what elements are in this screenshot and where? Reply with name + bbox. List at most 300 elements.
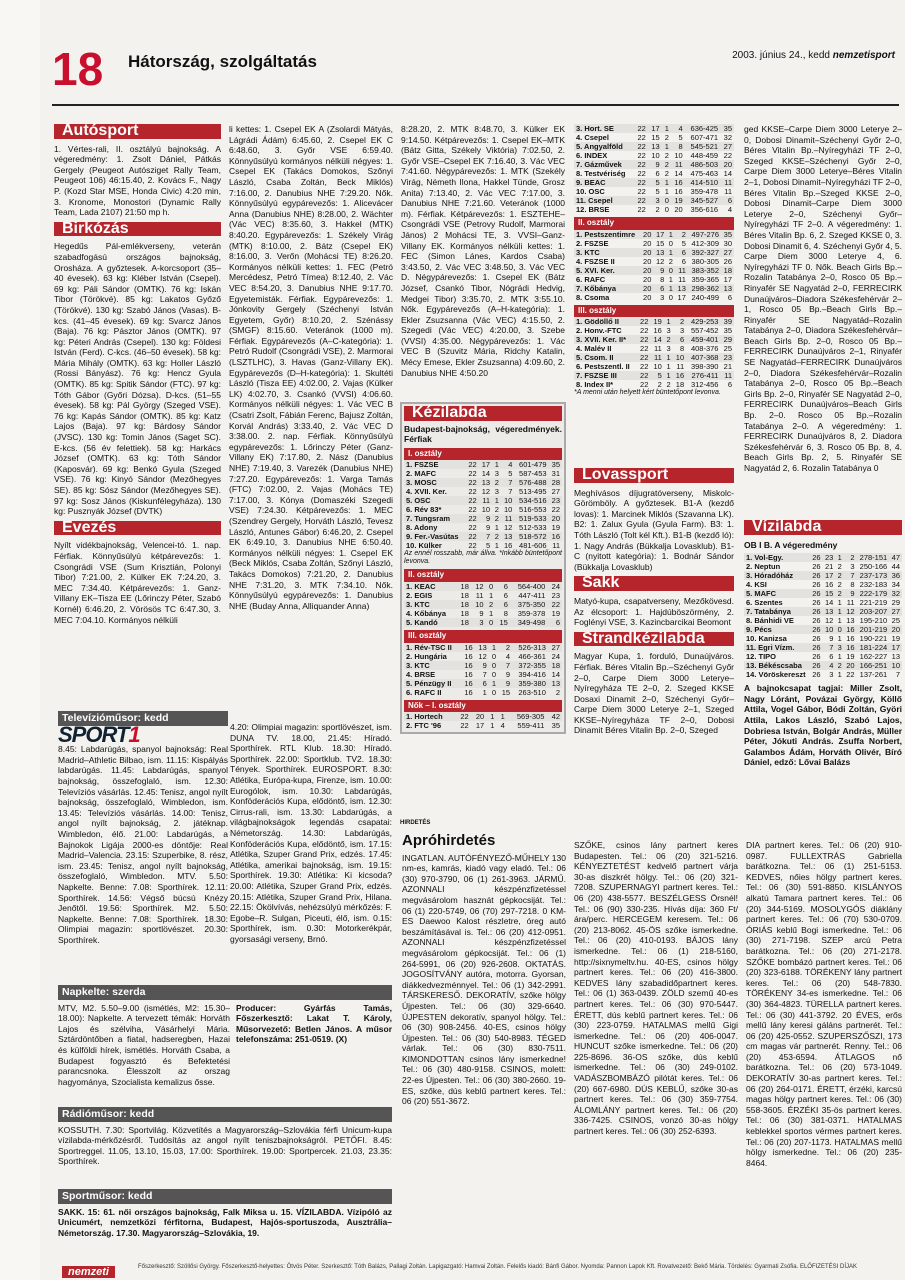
stat-cell: 2 [837,580,842,590]
stat-cell: 13 [548,679,562,688]
stat-cell: 190-221 [859,634,888,644]
stat-cell: 13 [891,652,900,662]
stat-cell: 20 [720,160,734,169]
stat-cell: 1 [492,496,501,505]
stat-cell: 408-376 [690,344,719,354]
stat-cell: 2 [664,151,669,160]
stat-cell: 22 [640,362,649,372]
stat-cell: 12 [478,651,487,661]
team-name-cell: 5. OSC [404,496,465,505]
standings-table [404,712,562,730]
stat-cell: 35 [720,124,734,133]
stat-cell: 1 [496,712,506,721]
table-row [404,541,562,550]
evezes-heading: Evezés [54,521,221,536]
stat-cell: 29 [891,598,900,608]
stat-cell: 1 [494,541,499,551]
stat-cell: 1 [666,362,671,372]
stat-cell: 2 [492,478,501,487]
team-name-cell: 7. Tatabánya [744,607,810,616]
stat-cell: 564-400 [510,582,547,591]
stat-cell: 18 [460,590,469,600]
vizilabda-scorers: A bajnokcsapat tagjai: Miller Zsolt, Nagy Lóránt, Povázai György, Köllő Attila, Vogel Gábor, Bódi Zoltán, Györi Attila, Lakos László, Szabó Lajos, Dobriesa István, Bolgár András, Müller Péter, Jókuti András. Zsuffa Norbert, Galambos Ádám, Horváth Olivér, Bíró Dániel, edző: Lővai Balázs [744,683,902,768]
table-row [574,196,734,205]
stat-cell: 16 [844,643,857,652]
table-row [404,679,562,688]
stat-cell: 22 [846,670,855,680]
table-row [404,514,562,523]
stat-cell: 2 [486,600,496,609]
stat-cell: 2 [835,661,843,670]
stat-cell: 22 [637,317,650,326]
stat-cell: 2 [844,553,857,562]
standings-table [574,230,734,302]
table-row [574,187,734,196]
stat-cell: 32 [889,589,902,598]
stat-cell: 22 [465,532,478,541]
stat-cell: 12 [481,487,491,497]
stat-cell: 22 [634,124,648,133]
stat-cell: 276-411 [686,371,720,380]
table-group-heading: Nők – I. osztály [404,700,562,713]
stat-cell: 0 [486,618,496,627]
apro-col-1 [402,834,566,1262]
table-row [404,661,562,670]
stat-cell: 11 [501,514,514,523]
stat-cell: 16 [504,541,513,551]
napkelte-text: MTV, M2. 5.50–9.00 (ismétlés, M2: 15.30–18.00): Napkelte. A tervezett témák: Horváth Lajos és szélviha, Vásárhelyi Mária. Sztárdöntőben a fiatal, hadseregben, Hazai és külföldi hírek, ismétlés. Horváth Csaba, a Budapest fogyasztó és Befektetési parancsnoka. Élesszolt az orszag hagyománya, Szocialista kemalizus ősse. [58,1002,230,1087]
footer-imprint [60,1264,899,1278]
table-row [404,643,562,652]
stat-cell: 14 [723,169,732,178]
stat-cell: 15 [501,687,511,697]
table-row [404,487,562,496]
stat-cell: 13 [653,248,666,257]
table-row [404,478,562,487]
stat-cell: 22 [637,133,646,142]
napkelte-heading: Napkelte: szerda [58,985,392,1000]
team-name-cell: 5. Csom. II [574,353,637,362]
stat-cell: 19 [650,317,663,326]
stat-cell: 1 [837,634,842,644]
kezilabda-section [400,402,566,812]
table-row [574,275,734,284]
stat-cell: 6 [475,679,489,688]
stat-cell: 0 [666,266,675,275]
vizilabda-intro: OB I B. A végeredmény [744,539,838,550]
team-name-cell: 1. Gödöllő II [574,317,637,326]
table-row [404,618,562,627]
stat-cell: 12 [656,256,665,266]
stat-cell: 22 [637,335,650,344]
stat-cell: 414-510 [685,178,720,187]
stat-cell: 14 [650,335,663,344]
team-name-cell: 6. INDEX [576,151,608,160]
team-name-cell: 5. Pénzügy II [404,679,461,688]
table-row [574,326,734,335]
table-row [744,580,902,589]
stat-cell: 20 [643,292,652,302]
stat-cell: 398-390 [690,362,719,372]
stat-cell: 27 [548,643,562,652]
stat-cell: 545-521 [685,142,720,151]
stat-cell: 1 [835,553,843,562]
table-row [574,160,734,169]
tv-left-text: 8.45: Labdarúgás, spanyol bajnokság: Real Madrid–Athletic Bilbao, ism. 11.15: Kispályás labdarúgás. 11.45: Labdarúgás, spanyol bajnokság, összefoglaló, ism. 12.30: Televíziós vásárlás. 12.45: Tenisz, angol nyílt bajnokság, összefoglaló, Wimbledon, ism. 13.45: Televíziós vásárlás. 14.00: Tenisz, angol nyílt bajnokság, 2. játéknap. Wimbledon, élő. 21.00: Labdarúgás, a Bajnokok Ligája 2000-es döntője: Real Madrid–Valencia. 23.15: Szuperbike, 8. rész, ism. 23.45: Tenisz, angol nyílt bajnokság, összefoglaló, Wimbledon. MTV. 5.50: Napkelte. Benne: 7.08: Sporthírek. 12.11: Sporthírek. 14.56: Végső búcsú Knézy Jenőtől. 19.56: Sporthírek. M2. 5.50: Napkelte. Benne: 7.08: Sporthírek. 18.30: Olimpiai magazin: sportlövészet. 20.30: Sporthírek. [58,744,228,945]
stat-cell: 0 [491,669,497,679]
team-name-cell: 8. Csoma [576,292,610,302]
table-row [744,607,902,616]
stat-cell: 13 [479,478,492,487]
stat-cell: 1 [489,608,494,618]
stat-cell: 2 [662,160,671,169]
radio-section [58,1104,392,1184]
autosport-text: 1. Vértes-rali, II. osztályú bajnokság. A végeredmény: 1. Zsolt Dániel, Pátkás Gergely (Peugeot Autósziget Rally Team, Peugeot 106) 46:15.40, 2. Kovács F., Nagy P. (Kozd Star MSE, Honda Civic) 4:20 min, 3. Kronome, Monostori (Dynamic Rally Team, Lada 2107) 21:50 mp h. [54,143,221,218]
team-name-cell: 1. Hortech [404,712,455,721]
table-row [744,643,902,652]
stat-cell: 2 [837,562,842,572]
autosport-heading: Autósport [54,124,221,139]
table-row [404,591,562,600]
stat-cell: 17 [823,571,836,580]
stat-cell: 14 [481,469,491,479]
stat-cell: 26 [810,625,823,634]
table-row [404,469,562,478]
stat-cell: 5 [650,371,663,380]
column-4-lower [574,464,734,809]
stat-cell: 0 [491,651,497,661]
team-name-cell: 8. Index II* [576,380,614,390]
table-row [574,371,734,380]
stat-cell: 35 [549,460,562,469]
team-name-cell: 4. BRSE [406,669,436,679]
stat-cell: 22 [468,523,477,533]
stat-cell: 16 [653,326,662,336]
stat-cell: 17 [723,274,732,284]
apro-col-2 [574,840,738,1262]
stat-cell: 25 [891,616,900,626]
stat-cell: 11 [671,160,685,169]
stat-cell: 22 [637,151,646,160]
stat-cell: 20 [889,625,902,634]
stat-cell: 222-179 [857,589,890,598]
stat-cell: 6 [495,600,510,609]
stat-cell: 7 [479,532,492,541]
stat-cell: 9 [653,266,666,275]
stat-cell: 22 [640,380,649,390]
section-title: Hátország, szolgáltatás [128,52,317,71]
stat-cell: 17 [475,721,485,731]
stat-cell: 10 [889,661,902,670]
stat-cell: 16 [461,643,475,652]
stat-cell: 4 [823,661,836,670]
stat-cell: 27 [889,607,902,616]
team-name-cell: 8. Adony [406,523,438,533]
team-name-cell: 9. BEAC [574,178,634,187]
stat-cell: 2 [655,205,660,214]
stat-cell: 7 [895,670,900,680]
table-row [744,670,902,679]
stat-cell: 203-207 [857,607,890,616]
sport1-logo-number: 1 [128,721,140,747]
team-name-cell: 2. FSZSE [576,238,609,248]
team-name-cell: 12. TIPO [746,652,777,662]
stat-cell: 16 [464,669,473,679]
stat-cell: 22 [468,505,477,515]
team-name-cell: 4. Kőbánya [406,608,447,618]
stat-cell: 42 [546,712,562,721]
team-name-cell: 5. MAFC [744,589,810,598]
team-name-cell: 10. Kanizsa [746,634,787,644]
stat-cell: 13 [501,532,514,541]
stat-cell: 10 [653,362,662,372]
stat-cell: 6 [720,196,734,205]
stat-cell: 11 [678,274,686,284]
stat-cell: 448-459 [690,151,719,160]
stat-cell: 35 [551,721,560,731]
stat-cell: 23 [823,553,836,562]
sportmusor-section [58,1186,392,1262]
stat-cell: 26 [810,661,823,670]
table-row [404,652,562,661]
stat-cell: 7 [482,669,487,679]
table-row [574,151,734,160]
ad-label: HIRDETÉS [400,820,431,826]
stat-cell: 429-253 [686,317,720,326]
table-row [574,239,734,248]
stat-cell: 16 [461,661,475,670]
birkozas-heading: Birkózás [54,222,221,237]
stat-cell: 12 [844,607,857,616]
team-name-cell: 1. Pestszentimre [574,230,640,239]
stat-cell: 26 [812,634,821,644]
table-row [744,553,902,562]
table-row [404,505,562,514]
stat-cell: 569-305 [507,712,547,721]
stat-cell: 0 [486,582,496,591]
stat-cell: 6 [495,582,510,591]
stat-cell: 11 [675,266,688,275]
stat-cell: 19 [891,634,900,644]
table-row [574,353,734,362]
stat-cell: 11 [846,598,855,608]
column-5 [744,124,902,516]
evezes-results-text: 8:28.20, 2. MTK 8:48.70, 3. Külker EK 9:14.50. Kétpárevezős: 1. Csepel EK–MTK (Bátz Gitta, Székely Viktória) 7:02.50, 2. Győr VSE–Csepel EK 7:16.40, 3. Vác VEC 7:41.60. Négypárevezős: 1. MTK (Szekély Virág, Németh Ilona, Hakkel Tünde, Grosz Anita) 7:13.40, 2. Vác VEC 7:17.00, 3. Danubius NHE 7:21.60. Veteránok (1000 m). Férfiak. Kétpárevezős: 1. ESZTEHE–Csongrádi VSE (Petrovy Rudolf, Marmorai János) 2 Mohácsi TE, 3. VVSI–Ganz-Villany EK. Kormányos nélküli kettes: 1. FEC (Simon Lánes, Kardos Csaba) 3:43.50, 2. Vác VEC 3:48.50, 3. Vác VEC D. Négypárevezős: 1. Csepel EK (Bátz József, Csankó Tibor, Nógrádi Hedvig, Medgei Tibor) 3:35.70, 2. MTK 3:55.10. Nők. Egypárevezős (A–H-kategória): 1. Ekler Zsuzsanna (Vác VEC) 4:15.50, 2. Szegedi (Vác VEC) 4:20.00, 3. Szebe (VVSI) 4:35.00. Négypárevezős: 1. Vác VEC B (Szuvitz Mária, Ridchy Katalin, Mécy Emese, Ekler Zsuzsanna) 4:09.60, 2. Danubius NHE 4:50.20 [401,124,565,378]
stat-cell: 5 [681,238,686,248]
team-name-cell: 3. MOSC [404,478,465,487]
stat-cell: 2 [494,505,499,515]
stat-cell: 312-456 [690,380,719,390]
team-name-cell: 4. FSZSE II [576,256,615,266]
table-row [744,562,902,571]
stat-cell: 380-305 [691,256,720,266]
stat-cell: 2 [664,169,669,178]
team-name-cell: 1. Vol-Egy. [744,553,810,562]
apro-col2-text: SZŐKE, csinos lány partnert keres Budapesten. Tel.: 06 (20) 321-5216. KÉNYEZTETÉST kedvelő partnert várja 30-as diszkrét hölgy. Tel.: 06 (20) 321-7208. SZUPERNAGYI partnert keres. Tel.: 06 (20) 438-5577. BESZÉLGESS Örsnél! Tel.: 06 (90) 330-235. Hívás díja: 360 Ft/ára/perc. HERCEGEM keresem. Tel.: 06 (20) 213-8062. 45-ÖS szőke ismerkedne. Tel.: 06 (20) 410-0193. BÁJOS lány ismerkedne. Tel.: 06 (1) 218-5160, http://sixnymeltv.hu. 40-ES, csinos hölgy partnert keres. Tel.: 06 (20) 416-3800. KEDVES lány szabadidőpartnert keres. Tel.: 06 (1) 363-0439. ZÖLD szemű 40-es partnert keres. Tel.: 06 (30) 970-5447. ÉRETT, dús keblű partnert keres. Tel.: 06 (30) 223-0759. HATALMAS mellű Gigi ismerkedne. Tel.: 06 (20) 406-0047. HUNCUT szőke ismerkedne. Tel.: 06 (20) 225-8696. 36-OS szőke, dús keblű ismerkedne. Tel.: 06 (30) 249-0102. VADÁSZBOMBÁZÓ pilótát keres. Tel.: 06 (20) 667-6980. DÚS KEBLŰ, szőke 30-as partnert keres. Tel.: 06 (30) 359-7754. ÁLOMLÁNY partnert keres. Tel.: 06 (20) 336-7425. CSINOS, vonzó 30-as hölgy partnert keres. Tel.: 06 (30) 252-6393. [574,840,738,1137]
stat-cell: 22 [468,487,477,497]
stat-cell: 22 [465,514,478,523]
standings-table [404,460,562,550]
table-row [404,670,562,679]
stat-cell: 1 [664,317,673,326]
team-name-cell: 5. Kandó [404,618,456,627]
issue-date [732,50,895,61]
lovassport-heading: Lovassport [574,468,734,483]
stat-cell: 1 [664,187,669,196]
stat-cell: 19 [551,523,560,533]
stat-cell: 15 [495,618,510,627]
stat-cell: 15 [823,589,836,598]
stat-cell: 1 [666,248,675,257]
stat-cell: 372-355 [512,661,548,670]
stat-cell: 3 [648,196,662,205]
tv-heading: Televízióműsor: kedd [58,711,228,726]
apro-col-3 [746,840,902,1262]
stat-cell: 22 [634,196,648,205]
stat-cell: 20 [640,266,653,275]
stat-cell: 8 [679,344,685,354]
stat-cell: 486-503 [685,160,720,169]
stat-cell: 10 [504,505,513,515]
table-row [404,460,562,469]
header-rule [52,104,899,106]
napkelte-section [58,982,392,1102]
stat-cell: 7 [508,487,513,497]
stat-cell: 1 [666,284,675,293]
table-row [574,178,734,187]
stat-cell: 24 [547,582,562,591]
team-name-cell: 12. BRSE [576,205,610,214]
stat-cell: 6 [503,590,508,600]
stat-cell: 5 [655,187,660,196]
stat-cell: 14 [551,669,560,679]
team-name-cell: 7. FSZSE III [574,371,637,380]
stat-cell: 12 [504,523,513,533]
stat-cell: 4 [671,124,685,133]
stat-cell: 7 [823,643,836,652]
stat-cell: 10 [674,151,683,160]
table-group-heading: III. osztály [404,630,562,643]
radio-text: KOSSUTH. 7.30: Sportvilág. Közvetítés a Magyarország–Szlovákia férfi Unicum-kupa vízilabda-mérkőzésről. Tudósítás az angol nyílt teniszbajnokságról. PETŐFI. 8.45: Sportreggel. 11.05, 13.10, 15.03, 17.00: Sporthírek. 19.00: Sportpercek. 21.03, 23.35: Sporthírek. [58,1124,392,1167]
stat-cell: 26 [723,256,732,266]
standings-table [574,317,734,389]
stat-cell: 1 [489,590,494,600]
stat-cell: 3 [666,344,671,354]
evezes-continued-text: li kettes: 1. Csepel EK A (Zsolardi Mátyás, Lágrádi Ádám) 6:45.60, 2. Csepel EK C 6:48.60, 3. Győr VSE 6:59.40. Könnyűsúlyú kormányos nélküli négyes: 1. Csepel EK (Takács Domokos, Szőnyi László, Csaba Zoltán, Beck Miklós) 7:16.00, 2. Danubius NHE 7:29.20. Nők. Könnyűsúlyú egypárevezős: 1. Alicevácer Anna (Danubius NHE) 8:28.00, 2. Wächter (Vác VEC) 8:35.60, 3. Hakkel (MTK) 8:40.20. Egypárevezős: 1. Székely Virág (MTK) 8:10.00, 2. Bátz (Csepel EK) 8:16.00, 3. Verőn (Mohácsi TE) 8:26.20. Kormányos nélküli kettes: 1. FEC (Petró Mercédesz, Petró Tímea) 8:12.40, 2. Vác VEC 8:54.20, 3. Danubius NHE 9:17.70. Egyetemisták. Férfiak. Egypárevezős: 1. Jónkovity Gergely (Széchenyi István Egyetem, Győr) 8:10.20, 2. Szénássy (SMGF) 8:15.60. Veteránok (1000 m). Férfiak. Egypárevezős (A–C-kategória): 1. Petró Rudolf (Csongrádi VSE), 2. Marmorai (LSZTLHC), 3. Havas (Ganz-Villany EK). Egypárevezős (D–H-kategória): 1. Skultéti László (Tisza EE) 4:02.00, 2. Vajas (Külker LK) 4:02.70, 3. Csankó (VVSI) 4:06.60. Kormányos nélküli négyes: 1. Vác VEC B (Csatri Zsolt, Fábián Ferenc, Bajusz Zoltán, Korvál András) 3:33.40, 2. Vác VEC D 3:38.00. 2. nap. Férfiak. Könnyűsúlyú egypárevezős: 1. Lőrinczy Péter (Ganz-Villany EK) 7:17.80, 2. Nász (Danubius NHE) 7:19.40, 3. Varezék (Danubius NHE) 7:27.20. Egypárevezős: 1. Varga Tamás (FTC) 7:02.00, 2. Vajas (Mohács TE) 7:17.00, 3. Kónya (Domaszéki Szegedi VSE) 7:24.30. Kétpárevezős: 1. MEC (Szendrey Gergely, Horváth László, Tevesz László, Antunes Gábor) 6:46.20, 2. Csepel EK 6:49.10, 3. Danubius NHE 6:50.40. Kormányos nélküli négyes: 1. Csepel EK (Beck Miklós, Csaba Zoltán, Szőnyi László, Takács Domokos) 7:21.20, 2. Danubius NHE 7:31.20, 3. MTK 7:34.10. Nők. Könnyűsúlyú egypárevezős: 1. Danubius NHE (Buday Anna, Alliquander Anna) [229,124,393,611]
stat-cell: 44 [891,562,900,572]
stat-cell: 14 [674,169,683,178]
stat-cell: 22 [465,460,478,469]
stat-cell: 18 [721,266,734,275]
vizilabda-table [744,553,902,679]
table-row [404,523,562,532]
stat-cell: 1 [490,721,495,731]
stat-cell: 28 [549,478,562,487]
stat-cell: 392-327 [688,248,721,257]
stat-cell: 22 [637,187,646,196]
stat-cell: 23 [549,496,562,505]
stat-cell: 11 [654,344,662,354]
stat-cell: 23 [720,353,734,362]
stat-cell: 526-313 [512,643,548,652]
stat-cell: 9 [475,661,489,670]
stat-cell: 1 [666,230,675,239]
column-1 [54,120,221,705]
stat-cell: 21 [825,562,834,572]
footer-logo: nemzeti [62,1266,115,1278]
napkelte-body [58,1003,392,1091]
stat-cell: 18 [548,661,562,670]
stat-cell: 513-495 [519,487,547,497]
team-name-cell: 2. Hungária [406,651,447,661]
stat-cell: 1 [837,616,842,626]
tv-right-text: 4.20: Olimpiai magazin: sportlövészet, ism. DUNA TV. 18.00, 21.45: Híradó. Sporthírek. RTL Klub. 18.30: Híradó. Sporthírek. 22.00: Sportklub. TV2. 18.30: Tények. Sporthírek. EUROSPORT. 8.30: Atlétika, Európa-kupa, Firenze, ism. 10.00: Eurogólok, ism. 10.30: Labdarúgás, Konföderációs Kupa, elődöntő, ism. 12.30: Cirrus-rali, ism. 13.30: Labdarúgás, a világbajnokságok legendás csapatai: Németország. 14.30: Labdarúgás, Konföderációs Kupa, elődöntő, ism. 17.15: Atlétika, Szuper Grand Prix, edzés. 17.45: Atlétika, amerikai bajnokság, ism. 19.15: Sporthírek. 19.30: Atlétika: Ki kicsoda? 20.00: Atlétika, Szuper Grand Prix, edzés. 20.15: Atlétika, Szuper Grand Prix, Hilana. 22.15: Ökölvívás, nehézsúlyú mérkőzés: F. Egobe–R. Sulgan, Piceuti, élő, ism. 0.15: Sporthírek, ism. 0.30: Motorkerékpár, gyorsasági verseny, Brnó. [230,722,392,944]
table-row [404,582,562,591]
stat-cell: 497-276 [688,230,721,239]
sportmusor-heading: Sportműsor: kedd [58,1189,392,1204]
stat-cell: 137-261 [859,670,888,680]
stat-cell: 16 [464,687,473,697]
team-name-cell: 1. Rév-TSC II [404,643,461,652]
stat-cell: 31 [551,469,560,479]
stat-cell: 349-498 [510,618,547,627]
stat-cell: 375-350 [510,600,547,609]
stat-cell: 162-227 [859,652,888,662]
table-row [744,634,902,643]
stat-cell: 2 [668,256,673,266]
team-name-cell: 7. Kőbánya [574,284,640,293]
stat-cell: 636-425 [685,124,720,133]
stat-cell: 27 [721,248,734,257]
stat-cell: 166-251 [857,661,890,670]
team-name-cell: 2. EGIS [406,590,433,600]
stat-cell: 9 [485,523,491,533]
stat-cell: 17 [648,124,662,133]
stat-cell: 20 [643,238,652,248]
stat-cell: 35 [721,230,734,239]
team-name-cell: 1. FSZSE [404,460,465,469]
team-name-cell: 6. Pestszentl. II [576,362,630,372]
kezilabda-right-column [574,124,734,460]
table-row [574,380,734,389]
stat-cell: 8 [671,142,685,151]
table-row [574,317,734,326]
standings-table [404,582,562,627]
stat-cell: 25 [723,344,732,354]
stat-cell: 22 [455,712,471,721]
stat-cell: 9 [844,589,857,598]
strand-heading: Strandkézilabda [574,632,734,647]
team-name-cell: 14. Vöröskereszt [746,670,806,680]
stat-cell: 13 [846,616,855,626]
stat-cell: 345-527 [685,196,720,205]
kezilabda-box [400,402,566,734]
table-row [744,661,902,670]
strand-continued-text: ged KKSE–Carpe Diem 3000 Leterye 2–0, Dobosi Dinamit–Széchenyi Győr 2–0, Béres Vitalin Bp.–Nyíregyházi TF 2–0, Szeged KKSE–Széchenyi Győr 2–0, Carpe Diem 3000 Leterye–Béres Vitalin 2–1, Dobosi Dinamit–Nyíregyházi TF 2–0, Béres Vitalin Bp.–Szeged KKSE 2–0, Dobosi Dinamit–Carpe Diem 3000 Leterye 2–0, Széchenyi Győr–Nyíregyházi TF 2–0. A végeredmény: 1. Béres Vitalin Bp. 6, 2. Szeged KKSE 0, 3. Dobosi Dinamit 6, 4. Széchenyi Győr 4, 5. Carpe Diem 3000 Leterye 4, 6. Nyíregyházi TF 0. Nők. Beach Girls Bp.–Rozalin Tatabánya 2–0, Rosco 05 Bp.–Rinyafér SE Nagyatád 2–0, FERRECIRK Dunaújváros–Diadora Székesfehérvár 2–1, Rosco 05 Bp.–Beach Girls Bp.–Rinyafér SE Nagyatád–Rozalin Tatabánya 2–0, Diadora Székesfehérvár–Beach Girls Bp. 2–0, Rosco 05 Bp.–FERRECIRK Dunaújváros 2–1, Rinyafér SE Nagyatád–FERRECIRK Dunaújváros 2–0, Diadora Székesfehérvár–Rozalin Tatabánya 2–0, Rosco 05 Bp.–Beach Girls Bp. 2–0, Rinyafér SE Nagyatád 2–0, FERRECIRK Dunaújváros–Beach Girls Bp. 2–0. Rosco 05 Bp.–Rozalin Tatabánya 2–0. A végeredmény: 1. FERRECIRK Dunaújváros 8, 2. Diadora Székesfehérvár 6, 3. Rosco 05 Bp. 8, 4. Beach Girls Bp. 2, 5. Rinyafér SE Nagyatád 2, 6. Rozalin Tatabánya 0 [744,124,902,473]
stat-cell: 195-210 [859,616,888,626]
stat-cell: 4 [500,721,505,731]
team-name-cell: 6. RAFC [576,274,606,284]
team-name-cell: 1. KEAC [404,582,456,591]
team-name-cell: 3. KTC [404,600,456,609]
table-group-heading: III. osztály [574,305,734,318]
apro-heading: Apróhirdetés [402,834,496,849]
stat-cell: 26 [812,580,821,590]
team-name-cell: 7. Tungsram [404,514,465,523]
stat-cell: 17 [677,292,686,302]
stat-cell: 359-478 [690,187,719,196]
stat-cell: 3 [829,670,834,680]
